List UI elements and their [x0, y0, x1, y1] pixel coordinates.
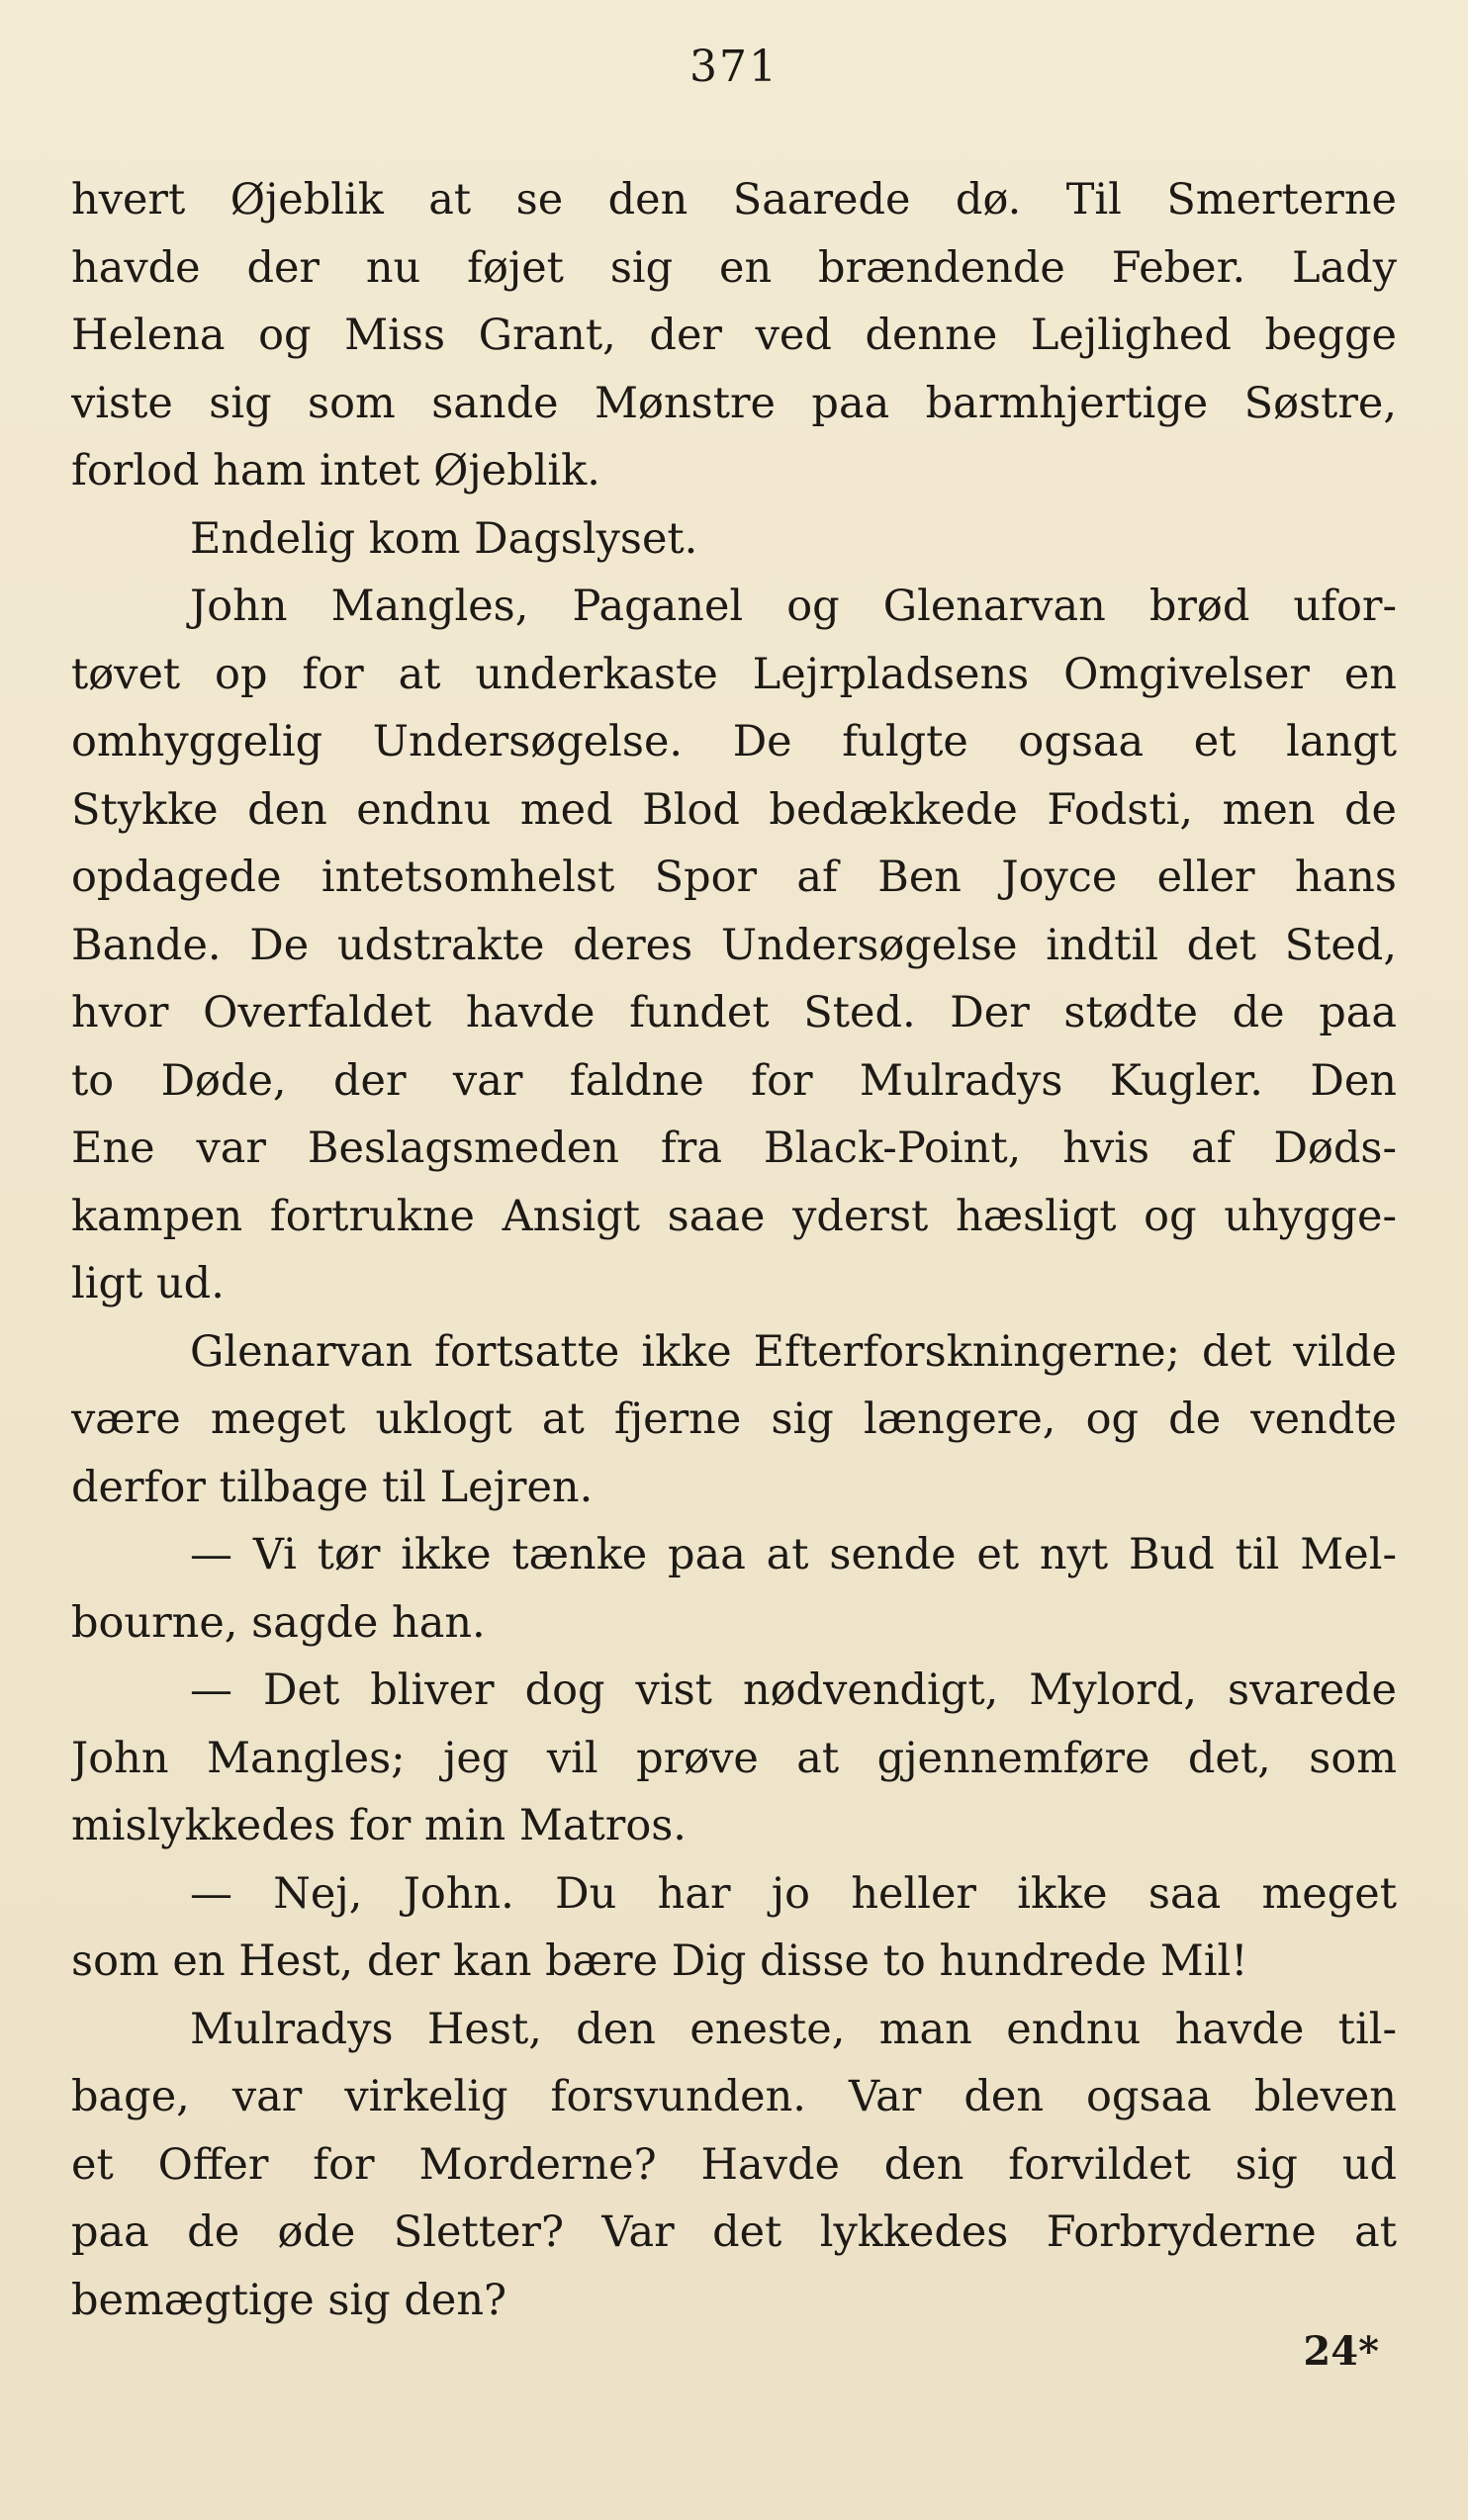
text-line: omhyggelig Undersøgelse. De fulgte ogsaa et langt	[71, 717, 1397, 766]
text-line: tøvet op for at underkaste Lejrpladsens Omgivelser en	[71, 649, 1397, 699]
signature-mark: 24*	[1303, 2328, 1379, 2375]
text-line: viste sig som sande Mønstre paa barmhjertige Søstre,	[71, 378, 1397, 428]
text-line: bemægtige sig den?	[71, 2275, 507, 2325]
text-line: John Mangles; jeg vil prøve at gjennemføre det, som	[71, 1733, 1397, 1783]
text-line: John Mangles, Paganel og Glenarvan brød ufor-	[190, 582, 1397, 631]
text-line: bage, var virkelig forsvunden. Var den ogsaa bleven	[71, 2072, 1397, 2121]
text-line: være meget uklogt at fjerne sig længere, og de vendte	[71, 1395, 1397, 1444]
text-line: to Døde, der var faldne for Mulradys Kugler. Den	[71, 1055, 1397, 1106]
text-line: — Det bliver dog vist nødvendigt, Mylord, svarede	[190, 1665, 1397, 1715]
text-line: Mulradys Hest, den eneste, man endnu havde til-	[190, 2004, 1397, 2054]
text-line: Endelig kom Dagslyset.	[190, 513, 698, 564]
text-line: Bande. De udstrakte deres Undersøgelse indtil det Sted,	[71, 920, 1397, 970]
text-line: hvor Overfaldet havde fundet Sted. Der stødte de paa	[71, 988, 1397, 1037]
page-number: 371	[689, 42, 779, 92]
text-line: hvert Øjeblik at se den Saarede dø. Til Smerterne	[71, 175, 1397, 225]
text-line: bourne, sagde han.	[71, 1597, 486, 1648]
text-line: forlod ham intet Øjeblik.	[71, 446, 600, 495]
text-line: kampen fortrukne Ansigt saae yderst hæsligt og uhygge-	[71, 1191, 1397, 1241]
text-line: paa de øde Sletter? Var det lykkedes Forbryderne at	[71, 2207, 1397, 2257]
text-line: Stykke den endnu med Blod bedækkede Fodsti, men de	[71, 784, 1397, 835]
text-line: som en Hest, der kan bære Dig disse to hundrede Mil!	[71, 1936, 1248, 1986]
text-line: opdagede intetsomhelst Spor af Ben Joyce eller hans	[71, 853, 1397, 902]
text-line: — Nej, John. Du har jo heller ikke saa meget	[190, 1868, 1397, 1919]
text-line: Helena og Miss Grant, der ved denne Lejlighed begge	[71, 311, 1397, 360]
text-line: Glenarvan fortsatte ikke Efterforskningerne; det vilde	[190, 1326, 1397, 1377]
text-line: Ene var Beslagsmeden fra Black-Point, hvis af Døds-	[71, 1124, 1397, 1173]
text-line: mislykkedes for min Matros.	[71, 1801, 687, 1850]
text-line: — Vi tør ikke tænke paa at sende et nyt Bud til Mel-	[190, 1530, 1397, 1579]
text-line: et Offer for Morderne? Havde den forvildet sig ud	[71, 2139, 1397, 2190]
text-line: ligt ud.	[71, 1259, 225, 1308]
text-line: derfor tilbage til Lejren.	[71, 1462, 594, 1512]
text-line: havde der nu føjet sig en brændende Feber. Lady	[71, 242, 1397, 293]
body-text	[71, 166, 1397, 2334]
